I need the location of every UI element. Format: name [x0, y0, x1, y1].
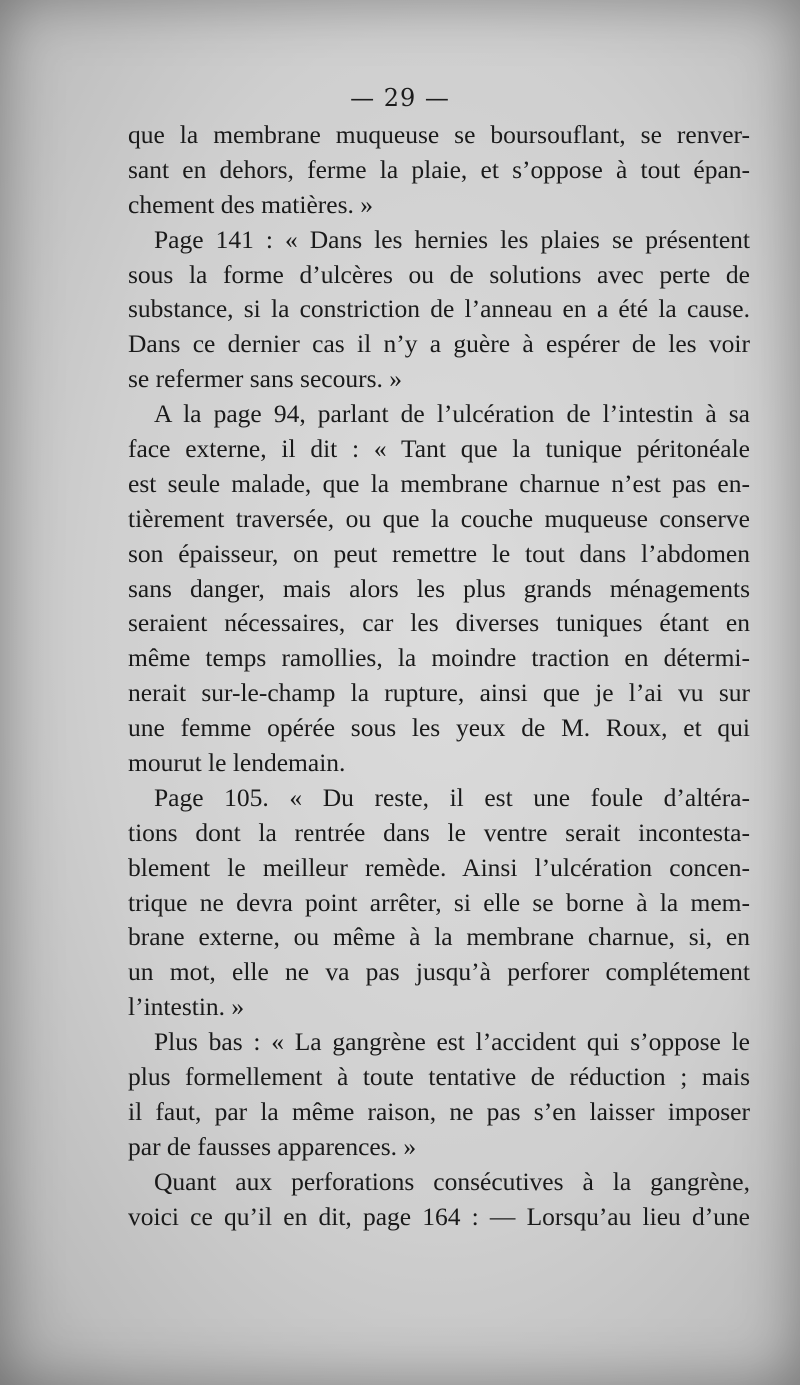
- text-line: sans danger, mais alors les plus grands ménagements: [128, 573, 750, 603]
- text-line: brane externe, ou même à la membrane charnue, si, en: [128, 922, 750, 952]
- text-line: il faut, par la même raison, ne pas s’en laisser imposer: [128, 1096, 750, 1126]
- text-line: A la page 94, parlant de l’ulcération de l’intestin à sa: [154, 399, 750, 429]
- text-line: plus formellement à toute tentative de réduction ; mais: [128, 1062, 750, 1092]
- text-line: substance, si la constriction de l’anneau en a été la cause.: [128, 294, 750, 324]
- text-line: tièrement traversée, ou que la couche muqueuse conserve: [128, 503, 750, 533]
- text-line: Dans ce dernier cas il n’y a guère à espérer de les voir: [128, 329, 750, 359]
- text-line: même temps ramollies, la moindre traction en détermi-: [128, 643, 750, 673]
- text-line: Page 105. « Du reste, il est une foule d’altéra-: [154, 782, 750, 812]
- text-line: face externe, il dit : « Tant que la tunique péritonéale: [128, 434, 750, 464]
- text-line: sant en dehors, ferme la plaie, et s’oppose à tout épan-: [128, 154, 750, 184]
- text-line: blement le meilleur remède. Ainsi l’ulcération concen-: [128, 852, 750, 882]
- text-line: nerait sur-le-champ la rupture, ainsi que je l’ai vu sur: [128, 678, 750, 708]
- text-line: trique ne devra point arrêter, si elle se borne à la mem-: [128, 887, 750, 917]
- text-line: tions dont la rentrée dans le ventre serait incontesta-: [128, 817, 750, 847]
- text-line: par de fausses apparences. »: [128, 1131, 417, 1161]
- text-line: que la membrane muqueuse se boursouflant, se renver-: [128, 120, 750, 149]
- text-line: mourut le lendemain.: [128, 748, 346, 778]
- text-line: seraient nécessaires, car les diverses tuniques étant en: [128, 608, 750, 638]
- page-number: — 29 —: [350, 84, 450, 112]
- text-line: voici ce qu’il en dit, page 164 : — Lorsqu’au lieu d’une: [128, 1201, 750, 1231]
- text-line: chement des matières. »: [128, 189, 373, 219]
- text-line: est seule malade, que la membrane charnue n’est pas en-: [128, 468, 750, 498]
- text-line: un mot, elle ne va pas jusqu’à perforer complétement: [128, 957, 750, 987]
- text-line: se refermer sans secours. »: [128, 364, 403, 394]
- text-line: l’intestin. »: [128, 992, 245, 1022]
- text-line: une femme opérée sous les yeux de M. Roux, et qui: [128, 713, 750, 743]
- text-line: Plus bas : « La gangrène est l’accident qui s’oppose le: [154, 1027, 750, 1057]
- body-text: [128, 118, 750, 1235]
- text-line: Quant aux perforations consécutives à la gangrène,: [154, 1166, 750, 1196]
- text-line: sous la forme d’ulcères ou de solutions avec perte de: [128, 259, 750, 289]
- text-line: son épaisseur, on peut remettre le tout dans l’abdomen: [128, 538, 750, 568]
- text-line: Page 141 : « Dans les hernies les plaies se présentent: [154, 224, 750, 254]
